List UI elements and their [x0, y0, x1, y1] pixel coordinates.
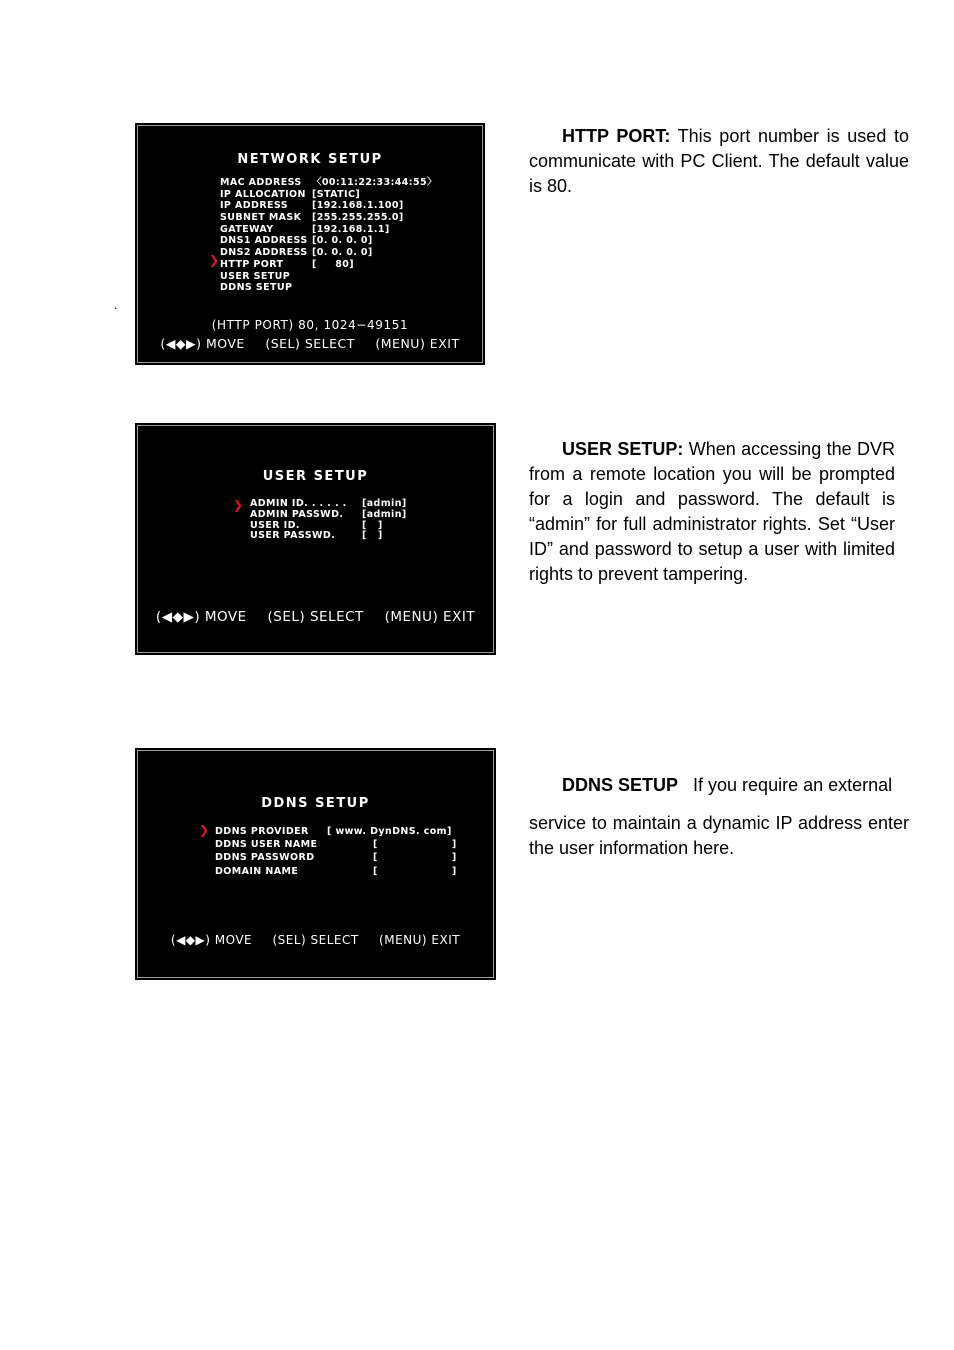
row-ddns-password[interactable]: DDNS PASSWORD [ ]: [215, 852, 457, 864]
ddns-setup-body-line1: If you require an external: [693, 775, 893, 795]
row-ip-allocation[interactable]: IP ALLOCATION [STATIC]: [220, 188, 361, 200]
row-admin-passwd[interactable]: ADMIN PASSWD. [admin]: [250, 508, 407, 520]
ddns-setup-body-line2: service to maintain a dynamic IP address enter the user information here.: [529, 813, 909, 858]
exit-hint: (MENU) EXIT: [379, 933, 461, 947]
http-port-body: This port number is used to communicate with PC Client. The default value is 80.: [529, 126, 909, 196]
network-setup-screen: [135, 123, 485, 365]
move-hint: (◀◆▶) MOVE: [170, 933, 253, 947]
row-user-passwd[interactable]: USER PASSWD. [ ]: [250, 530, 383, 542]
select-hint: (SEL) SELECT: [267, 609, 364, 625]
row-user-id[interactable]: USER ID. [ ]: [250, 519, 383, 531]
row-domain-name[interactable]: DOMAIN NAME [ ]: [215, 865, 457, 877]
user-footer: [137, 609, 494, 625]
network-setup-title: NETWORK SETUP: [237, 152, 383, 167]
http-port-paragraph: [529, 124, 909, 199]
exit-hint: (MENU) EXIT: [384, 609, 476, 625]
ddns-setup-heading: DDNS SETUP: [562, 775, 679, 795]
row-dns2-address[interactable]: DNS2 ADDRESS [0. 0. 0. 0]: [220, 247, 373, 259]
row-ddns-setup[interactable]: DDNS SETUP: [220, 282, 293, 294]
move-hint: (◀◆▶) MOVE: [160, 336, 245, 351]
select-hint: (SEL) SELECT: [265, 336, 355, 351]
selection-cursor-icon: ❯: [233, 498, 244, 512]
selection-cursor-icon: ❯: [209, 253, 220, 267]
ddns-setup-paragraph: [529, 773, 909, 798]
select-hint: (SEL) SELECT: [272, 933, 359, 947]
row-ddns-user-name[interactable]: DDNS USER NAME [ ]: [215, 839, 457, 851]
user-setup-body: When accessing the DVR from a remote location you will be prompted for a login and password. The default is “admin” for full administrator rights. Set “User ID” and password to setup a user with limited rights to prevent tampering.: [529, 439, 895, 584]
user-setup-title: USER SETUP: [262, 469, 369, 484]
network-footer: [137, 336, 483, 351]
ddns-setup-screen: [135, 748, 496, 980]
network-rows: [220, 177, 460, 294]
row-user-setup[interactable]: USER SETUP: [220, 270, 291, 282]
selection-cursor-icon: ❯: [199, 823, 210, 837]
user-rows: [250, 499, 440, 542]
row-http-port[interactable]: HTTP PORT [ 80]: [220, 258, 355, 270]
ddns-setup-title: DDNS SETUP: [261, 796, 370, 811]
exit-hint: (MENU) EXIT: [375, 336, 460, 351]
row-admin-id[interactable]: ADMIN ID. . . . . . [admin]: [250, 498, 407, 509]
row-subnet-mask[interactable]: SUBNET MASK [255.255.255.0]: [220, 212, 404, 224]
user-setup-heading: USER SETUP:: [562, 439, 684, 459]
http-port-heading: HTTP PORT:: [562, 126, 671, 146]
ddns-rows: [215, 825, 455, 878]
row-gateway[interactable]: GATEWAY [192.168.1.1]: [220, 223, 390, 235]
stray-dot: .: [114, 298, 118, 312]
user-setup-screen: [135, 423, 496, 655]
http-port-hint: (HTTP PORT) 80, 1024−49151: [211, 318, 409, 332]
row-dns1-address[interactable]: DNS1 ADDRESS [0. 0. 0. 0]: [220, 235, 373, 247]
move-hint: (◀◆▶) MOVE: [155, 609, 247, 625]
row-ip-address[interactable]: IP ADDRESS [192.168.1.100]: [220, 200, 404, 212]
user-setup-paragraph: [529, 437, 895, 587]
row-ddns-provider[interactable]: DDNS PROVIDER [ www. DynDNS. com]: [215, 826, 452, 837]
ddns-setup-paragraph-2: [529, 811, 909, 861]
row-mac-address[interactable]: MAC ADDRESS 〈00:11:22:33:44:55〉: [220, 177, 437, 188]
ddns-footer: [137, 933, 494, 947]
